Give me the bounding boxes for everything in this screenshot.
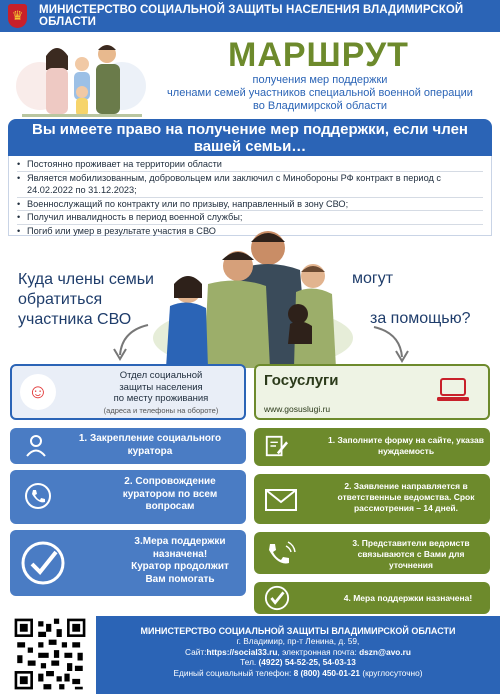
right-step-1-text: 1. Заполните форму на сайте, указав нуждаемость xyxy=(328,435,484,456)
consultation-icon: ☺ xyxy=(20,374,56,410)
soldier-family-illustration xyxy=(148,228,358,368)
left-step-3-text xyxy=(120,536,240,586)
route-subtitle xyxy=(155,74,485,113)
ministry-title: МИНИСТЕРСТВО СОЦИАЛЬНОЙ ЗАЩИТЫ НАСЕЛЕНИЯ ВЛАДИМИРСКОЙ ОБЛАСТИ xyxy=(39,4,464,28)
rights-item: • Постоянно проживает на территории области xyxy=(17,158,483,172)
left-step-1 xyxy=(10,428,246,464)
right-step-3 xyxy=(254,532,490,574)
route-title: МАРШРУТ xyxy=(228,36,409,74)
hotline-label: Единый социальный телефон: xyxy=(173,667,294,678)
office-note: (адреса и телефоны на обороте) xyxy=(103,405,219,415)
left-step-3 xyxy=(10,530,246,596)
right-step-2-text: 2. Заявление направляется в ответственные ведомства. Срок рассмотрения – 14 дней. xyxy=(337,481,475,513)
footer-site-line xyxy=(96,647,500,658)
email-link[interactable]: dszn@avo.ru xyxy=(359,646,411,657)
rights-item: • Получил инвалидность в период военной службы; xyxy=(17,211,483,225)
site-label: Сайт: xyxy=(185,646,207,657)
left-step-2-text: 2. Сопровождение куратором по всем вопросам xyxy=(122,476,218,512)
rights-item: • Военнослужащий по контракту или по призыву, направленный в зону СВО; xyxy=(17,198,483,212)
step3-line: Вам помогать xyxy=(145,573,215,585)
step3-line: назначена! xyxy=(152,548,208,560)
question-left: Куда члены семьи обратиться участника СВО xyxy=(18,271,154,328)
right-step-4-text: 4. Мера поддержки назначена! xyxy=(343,593,473,603)
office-line: по месту проживания xyxy=(113,393,209,404)
right-step-2 xyxy=(254,474,490,524)
footer-title: МИНИСТЕРСТВО СОЦИАЛЬНОЙ ЗАЩИТЫ ВЛАДИМИРСКОЙ ОБЛАСТИ xyxy=(140,626,456,636)
footer-address: г. Владимир, пр-т Ленина, д. 59, xyxy=(236,636,360,646)
right-step-4 xyxy=(254,582,490,614)
phone-label: Тел. xyxy=(240,657,259,667)
hotline-number: 8 (800) 450-01-21 xyxy=(293,667,361,678)
qr-code-icon[interactable] xyxy=(10,616,90,692)
subtitle-line: во Владимирской области xyxy=(252,100,388,112)
email-label: , электронная почта: xyxy=(277,646,360,657)
rights-list xyxy=(17,158,483,237)
social-office-box xyxy=(10,364,246,420)
laptop-icon xyxy=(436,376,470,404)
gosuslugi-box xyxy=(254,364,490,420)
footer-hotline-line xyxy=(96,668,500,679)
footer-phone-line xyxy=(96,657,500,668)
site-link[interactable]: https://social33.ru xyxy=(206,646,278,657)
hotline-note: (круглосуточно) xyxy=(360,667,423,678)
right-step-3-text: 3. Представители ведомств связываются с Вами для уточнения xyxy=(352,538,470,570)
curator-icon xyxy=(24,433,48,463)
office-line: Отдел социальной xyxy=(119,370,203,381)
right-step-1 xyxy=(254,428,490,466)
arrow-right-icon xyxy=(370,322,410,364)
social-office-text xyxy=(86,370,236,416)
rights-item: • Является мобилизованным, добровольцем или заключил с Минобороны РФ контракт в период с 24.02.2022 по 31.12.2023; xyxy=(17,172,483,198)
subtitle-line: членами семей участников специальной военной операции xyxy=(167,87,473,99)
rights-item: • Погиб или умер в результате участия в СВО xyxy=(17,225,483,238)
gosuslugi-url[interactable]: www.gosuslugi.ru xyxy=(264,404,331,414)
office-line: защиты населения xyxy=(119,381,203,393)
contacts-box xyxy=(96,616,500,694)
envelope-icon xyxy=(264,486,300,514)
phone-icon xyxy=(24,482,52,516)
form-edit-icon xyxy=(264,434,288,458)
rights-list-box xyxy=(8,156,492,236)
checkmark-circle-icon xyxy=(264,585,290,611)
rights-heading: Вы имеете право на получение мер поддержки, если член вашей семьи… xyxy=(8,119,492,157)
gosuslugi-title: Госуслуги xyxy=(264,372,339,389)
checkmark-icon xyxy=(20,540,66,592)
question-right-top: могут xyxy=(352,270,394,287)
phone-call-icon xyxy=(264,540,298,568)
coat-of-arms-icon: ♛ xyxy=(8,4,27,28)
phone-number: (4922) 54-52-25, 54-03-13 xyxy=(258,657,356,667)
subtitle-line: получения мер поддержки xyxy=(252,74,388,86)
left-step-1-text: 1. Закрепление социального куратора xyxy=(78,433,222,457)
step3-line: 3.Мера поддержки xyxy=(134,536,226,547)
left-step-2 xyxy=(10,470,246,524)
question-right-bottom: за помощью? xyxy=(370,310,471,327)
family-illustration xyxy=(12,36,152,126)
step3-line: Куратор продолжит xyxy=(131,561,229,572)
top-header xyxy=(0,0,500,32)
